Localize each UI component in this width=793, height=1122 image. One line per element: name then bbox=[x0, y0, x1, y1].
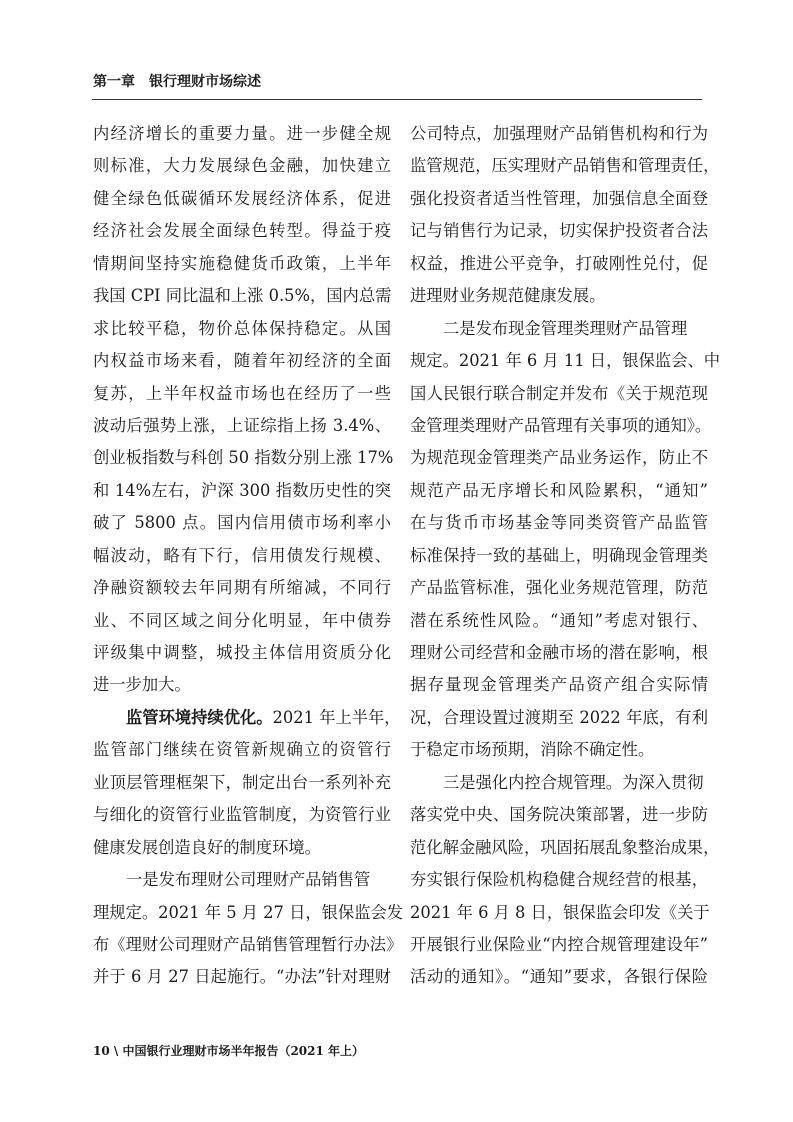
text-line: 健康发展创造良好的制度环境。 bbox=[93, 837, 321, 857]
text-line: 布《理财公司理财产品销售管理暂行办法》 bbox=[93, 934, 403, 954]
text-line: 据存量现金管理类产品资产组合实际情 bbox=[410, 675, 708, 695]
text-line: 夯实银行保险机构稳健合规经营的根基， bbox=[410, 870, 708, 890]
text-line: 波动后强势上涨，上证综指上扬 3.4%、 bbox=[93, 415, 391, 435]
text-line: 活动的通知》。“通知”要求，各银行保险 bbox=[410, 967, 708, 987]
text-line: 理规定。2021 年 5 月 27 日，银保监会发 bbox=[93, 902, 404, 922]
text-line: 况，合理设置过渡期至 2022 年底，有利 bbox=[410, 707, 708, 727]
text-line: 权益，推进公平竞争，打破刚性兑付，促 bbox=[410, 253, 708, 273]
text-line: 监管规范，压实理财产品销售和管理责任， bbox=[410, 156, 720, 176]
text-line: 一是发布理财公司理财产品销售管 bbox=[126, 870, 371, 890]
text-line: 业、不同区域之间分化明显，年中债券 bbox=[93, 610, 391, 630]
text-line: 二是发布现金管理类理财产品管理 bbox=[443, 318, 688, 338]
section-heading-line bbox=[93, 702, 401, 734]
text-line: 内经济增长的重要力量。进一步健全规 bbox=[93, 124, 391, 143]
text-line: 强化投资者适当性管理，加强信息全面登 bbox=[410, 188, 708, 208]
text-line: 情期间坚持实施稳健货币政策，上半年 bbox=[93, 253, 391, 273]
text-line: 进理财业务规范健康发展。 bbox=[410, 286, 606, 306]
right-column bbox=[410, 118, 721, 994]
left-column bbox=[93, 118, 404, 994]
text-line: 评级集中调整，城投主体信用资质分化 bbox=[93, 643, 391, 662]
text-line: 复苏，上半年权益市场也在经历了一些 bbox=[93, 383, 391, 403]
section-heading: 监管环境持续优化。 bbox=[126, 707, 273, 727]
text-line: 公司特点，加强理财产品销售机构和行为 bbox=[410, 124, 708, 143]
text-line: 于稳定市场预期，消除不确定性。 bbox=[410, 740, 655, 760]
text-line: 破了 5800 点。国内信用债市场利率小 bbox=[93, 513, 391, 533]
text-line: 金管理类理财产品管理有关事项的通知》。 bbox=[410, 415, 712, 435]
text-line: 幅波动，略有下行，信用债发行规模、 bbox=[93, 545, 391, 565]
text-line: 净融资额较去年同期有所缩减，不同行 bbox=[93, 578, 391, 598]
text-line: 标准保持一致的基础上，明确现金管理类 bbox=[410, 545, 708, 565]
text-line: 规范产品无序增长和风险累积，“通知” bbox=[410, 480, 708, 500]
text-line: 并于 6 月 27 日起施行。“办法”针对理财 bbox=[93, 967, 391, 987]
text-line: 范化解金融风险，巩固拓展乱象整治成果， bbox=[410, 837, 720, 857]
text-line: 业顶层管理框架下，制定出台一系列补充 bbox=[93, 772, 391, 792]
text-line: 为规范现金管理类产品业务运作，防止不 bbox=[410, 448, 708, 468]
text-line: 内权益市场来看，随着年初经济的全面 bbox=[93, 351, 391, 371]
text-line: 记与销售行为记录，切实保护投资者合法 bbox=[410, 221, 708, 241]
text-line: 则标准，大力发展绿色金融，加快建立 bbox=[93, 156, 391, 176]
text-line: 规定。2021 年 6 月 11 日，银保监会、中 bbox=[410, 351, 721, 371]
chapter-label: 第一章 bbox=[93, 74, 135, 90]
heading-continuation: 2021 年上半年， bbox=[272, 707, 401, 727]
text-line: 开展银行业保险业“内控合规管理建设年” bbox=[410, 934, 708, 954]
text-line: 与细化的资管行业监管制度，为资管行业 bbox=[93, 805, 391, 825]
text-line: 产品监管标准，强化业务规范管理，防范 bbox=[410, 578, 708, 598]
text-line: 求比较平稳，物价总体保持稳定。从国 bbox=[93, 318, 391, 338]
text-line: 落实党中央、国务院决策部署，进一步防 bbox=[410, 805, 708, 825]
text-line: 潜在系统性风险。“通知”考虑对银行、 bbox=[410, 610, 708, 630]
text-line: 三是强化内控合规管理。为深入贯彻 bbox=[443, 772, 704, 792]
text-line: 国人民银行联合制定并发布《关于规范现 bbox=[410, 383, 708, 403]
text-line: 经济社会发展全面绿色转型。得益于疫 bbox=[93, 221, 391, 241]
header-rule bbox=[92, 99, 702, 100]
text-line: 理财公司经营和金融市场的潜在影响，根 bbox=[410, 643, 708, 662]
chapter-title: 银行理财市场综述 bbox=[149, 74, 261, 90]
text-line: 2021 年 6 月 8 日，银保监会印发《关于 bbox=[410, 902, 710, 922]
page-footer: 10 \ 中国银行业理财市场半年报告（2021 年上） bbox=[93, 1044, 365, 1058]
text-line: 我国 CPI 同比温和上涨 0.5%，国内总需 bbox=[93, 286, 392, 306]
text-line: 健全绿色低碳循环发展经济体系，促进 bbox=[93, 188, 391, 208]
running-header bbox=[93, 72, 261, 92]
text-line: 创业板指数与科创 50 指数分别上涨 17% bbox=[93, 448, 394, 468]
text-line: 在与货币市场基金等同类资管产品监管 bbox=[410, 513, 708, 533]
text-line: 监管部门继续在资管新规确立的资管行 bbox=[93, 740, 391, 760]
text-line: 进一步加大。 bbox=[93, 675, 191, 695]
text-line: 和 14%左右，沪深 300 指数历史性的突 bbox=[93, 480, 391, 500]
